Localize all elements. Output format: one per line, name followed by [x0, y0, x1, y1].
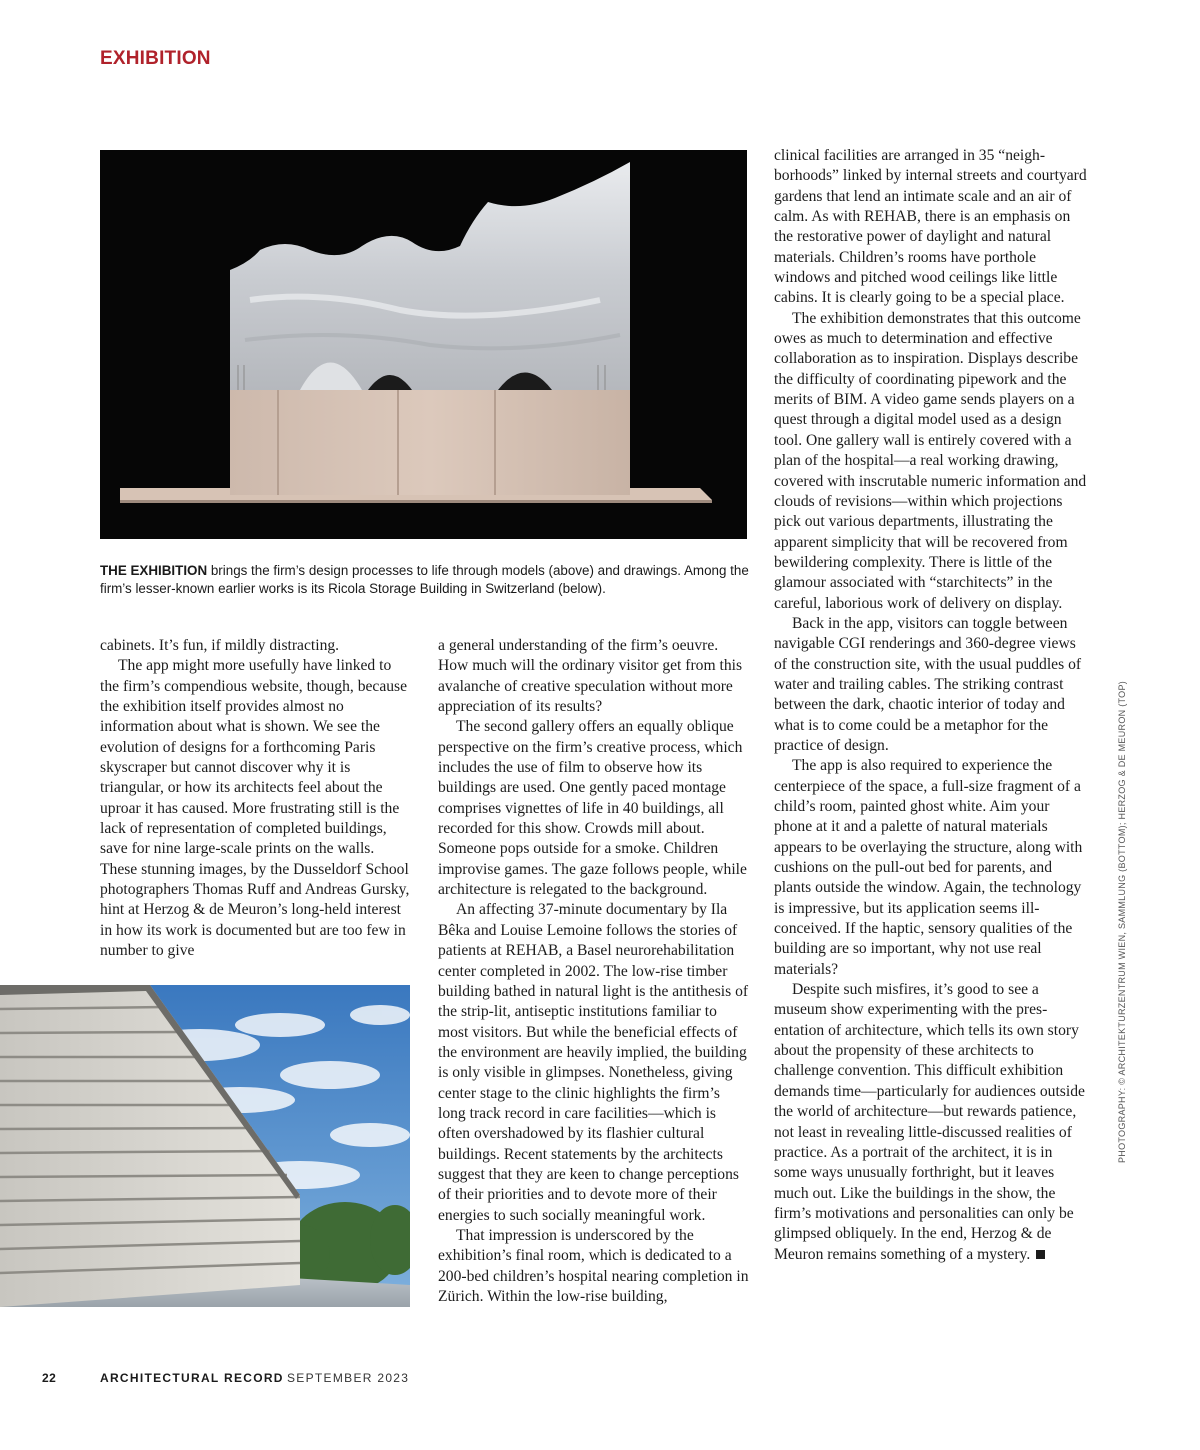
exhibition-model-photo: [100, 150, 747, 539]
final-paragraph: [774, 980, 1089, 1265]
caption-text: brings the firm’s design processes to life through models (above) and drawings. Among the firm’s lesser-known earlier works is its Ricola Storage Building in Switzerland (below).: [100, 563, 749, 596]
section-label: EXHIBITION: [100, 48, 211, 69]
article-column-1: [100, 636, 412, 962]
paragraph: cabinets. It’s fun, if mildly distracting.: [100, 637, 340, 654]
paragraph: a general understanding of the firm’s oeuvre. How much will the ordinary visitor get from this avalanche of creative speculation without more appreciation of its results?: [438, 637, 743, 716]
ricola-storage-building-photo: [0, 985, 410, 1307]
article-column-3: [774, 146, 1089, 1265]
caption-lead: THE EXHIBITION: [100, 563, 208, 578]
page-number: 22: [42, 1371, 57, 1385]
photo-caption: [100, 562, 750, 598]
paragraph: The app is also required to experience the centerpiece of the space, a full-size fragment of a child’s room, painted ghost white. Aim your phone at it and a palette of natural materials appears to be overlaying the structure, along with cushions on the pull-out bed for parents, and plants outside the window. Again, the technology is impressive, but its application seems ill-conceived. If the haptic, sensory qualities of the building are so important, why not use real materials?: [774, 757, 1083, 978]
magazine-name: ARCHITECTURAL RECORD: [100, 1371, 284, 1385]
paragraph: An affecting 37-minute documentary by Ila Bêka and Louise Lemoine follows the stories of patients at REHAB, a Basel neurorehabilitation center completed in 2002. The low-rise timber building bathed in natural light is the antithesis of the strip-lit, antiseptic institutions familiar to most visitors. But while the beneficial effects of the environment are heavily implied, the building is only visible in glimpses. Nonetheless, giving center stage to the clinic highlights the firm’s long track record in care facilities—which is often overshadowed by its flashier cultural buildings. Recent statements by the architects suggest that they are keen to change perceptions of their priorities and to devote more of their energies to such socially meaningful work.: [438, 901, 749, 1224]
paragraph: The second gallery offers an equally oblique perspective on the firm’s creative process, which includes the use of film to observe how its buildings are used. One gently paced montage comprises vignettes of life in 40 buildings, all recorded for this show. Crowds mill about. Someone pops outside for a smoke. Children improvise games. The gaze follows people, while architecture is relegated to the background.: [438, 718, 747, 899]
paragraph: Back in the app, visitors can toggle between navigable CGI renderings and 360-degree views of the construction site, with the usual puddles of water and trailing cables. The striking contrast between the dark, chaotic interior of today and what is to come could be a metaphor for the practice of design.: [774, 614, 1082, 754]
paragraph-text: Despite such misfires, it’s good to see a museum show experimenting with the presentation of architecture, which tells its own story about the propensity of these architects to challenge convention. This difficult exhibition demands time—particularly for audiences outside the world of architecture—but rewards patience, not least in revealing little-discussed realities of practice. As a portrait of the architect, it is in some ways unusually forthright, but it leaves much out. Like the buildings in the show, the firm’s motivations and personalities can only be glimpsed obliquely. In the end, Herzog & de Meuron remains something of a mystery.: [774, 981, 1085, 1263]
paragraph: The app might more usefully have linked to the firm’s compendious website, though, because the exhibition itself provides almost no information about what is shown. We see the evolution of designs for a forthcoming Paris skyscraper but cannot discover why it is triangular, or how its architects feel about the uproar it has caused. More frustrating still is the lack of representation of completed buildings, save for nine large-scale prints on the walls. These stunning images, by the Dusseldorf School photographers Thomas Ruff and Andreas Gursky, hint at Herzog & de Meuron’s long-held interest in how its work is documented but are too few in number to give: [100, 657, 410, 960]
paragraph: That impression is underscored by the exhibition’s final room, which is dedicated to a 200-bed children’s hospital nearing completion in Zürich. Within the low-rise building,: [438, 1226, 749, 1305]
paragraph: clinical facilities are arranged in 35 “neighborhoods” linked by internal streets and courtyard gardens that lend an intimate scale and an air of calm. As with REHAB, there is an emphasis on the restorative power of daylight and natural materials. Children’s rooms have porthole windows and pitched wood ceilings like little cabins. It is clearly going to be a special place.: [774, 147, 1087, 307]
photo-credit: PHOTOGRAPHY: © ARCHITEKTURZENTRUM WIEN, SAMMLUNG (BOTTOM); HERZOG & DE MEURON (TOP): [1117, 680, 1127, 1163]
article-column-2: [438, 636, 750, 1307]
end-mark-icon: [1036, 1250, 1045, 1259]
paragraph: The exhibition demonstrates that this outcome owes as much to determination and effective collaboration as to inspiration. Displays describe the difficulty of coordinating pipework and the merits of BIM. A video game sends players on a quest through a digital model used as a design tool. One gallery wall is entirely covered with a plan of the hospital—a real working drawing, covered with inscrutable numeric information and clouds of revisions—within which projections pick out various departments, illustrating the apparent simplicity that will be recovered from bewildering complexity. There is little of the glamour associated with “starchitects” in the careful, laborious work of delivery on display.: [774, 309, 1087, 612]
issue-date: SEPTEMBER 2023: [287, 1371, 410, 1385]
